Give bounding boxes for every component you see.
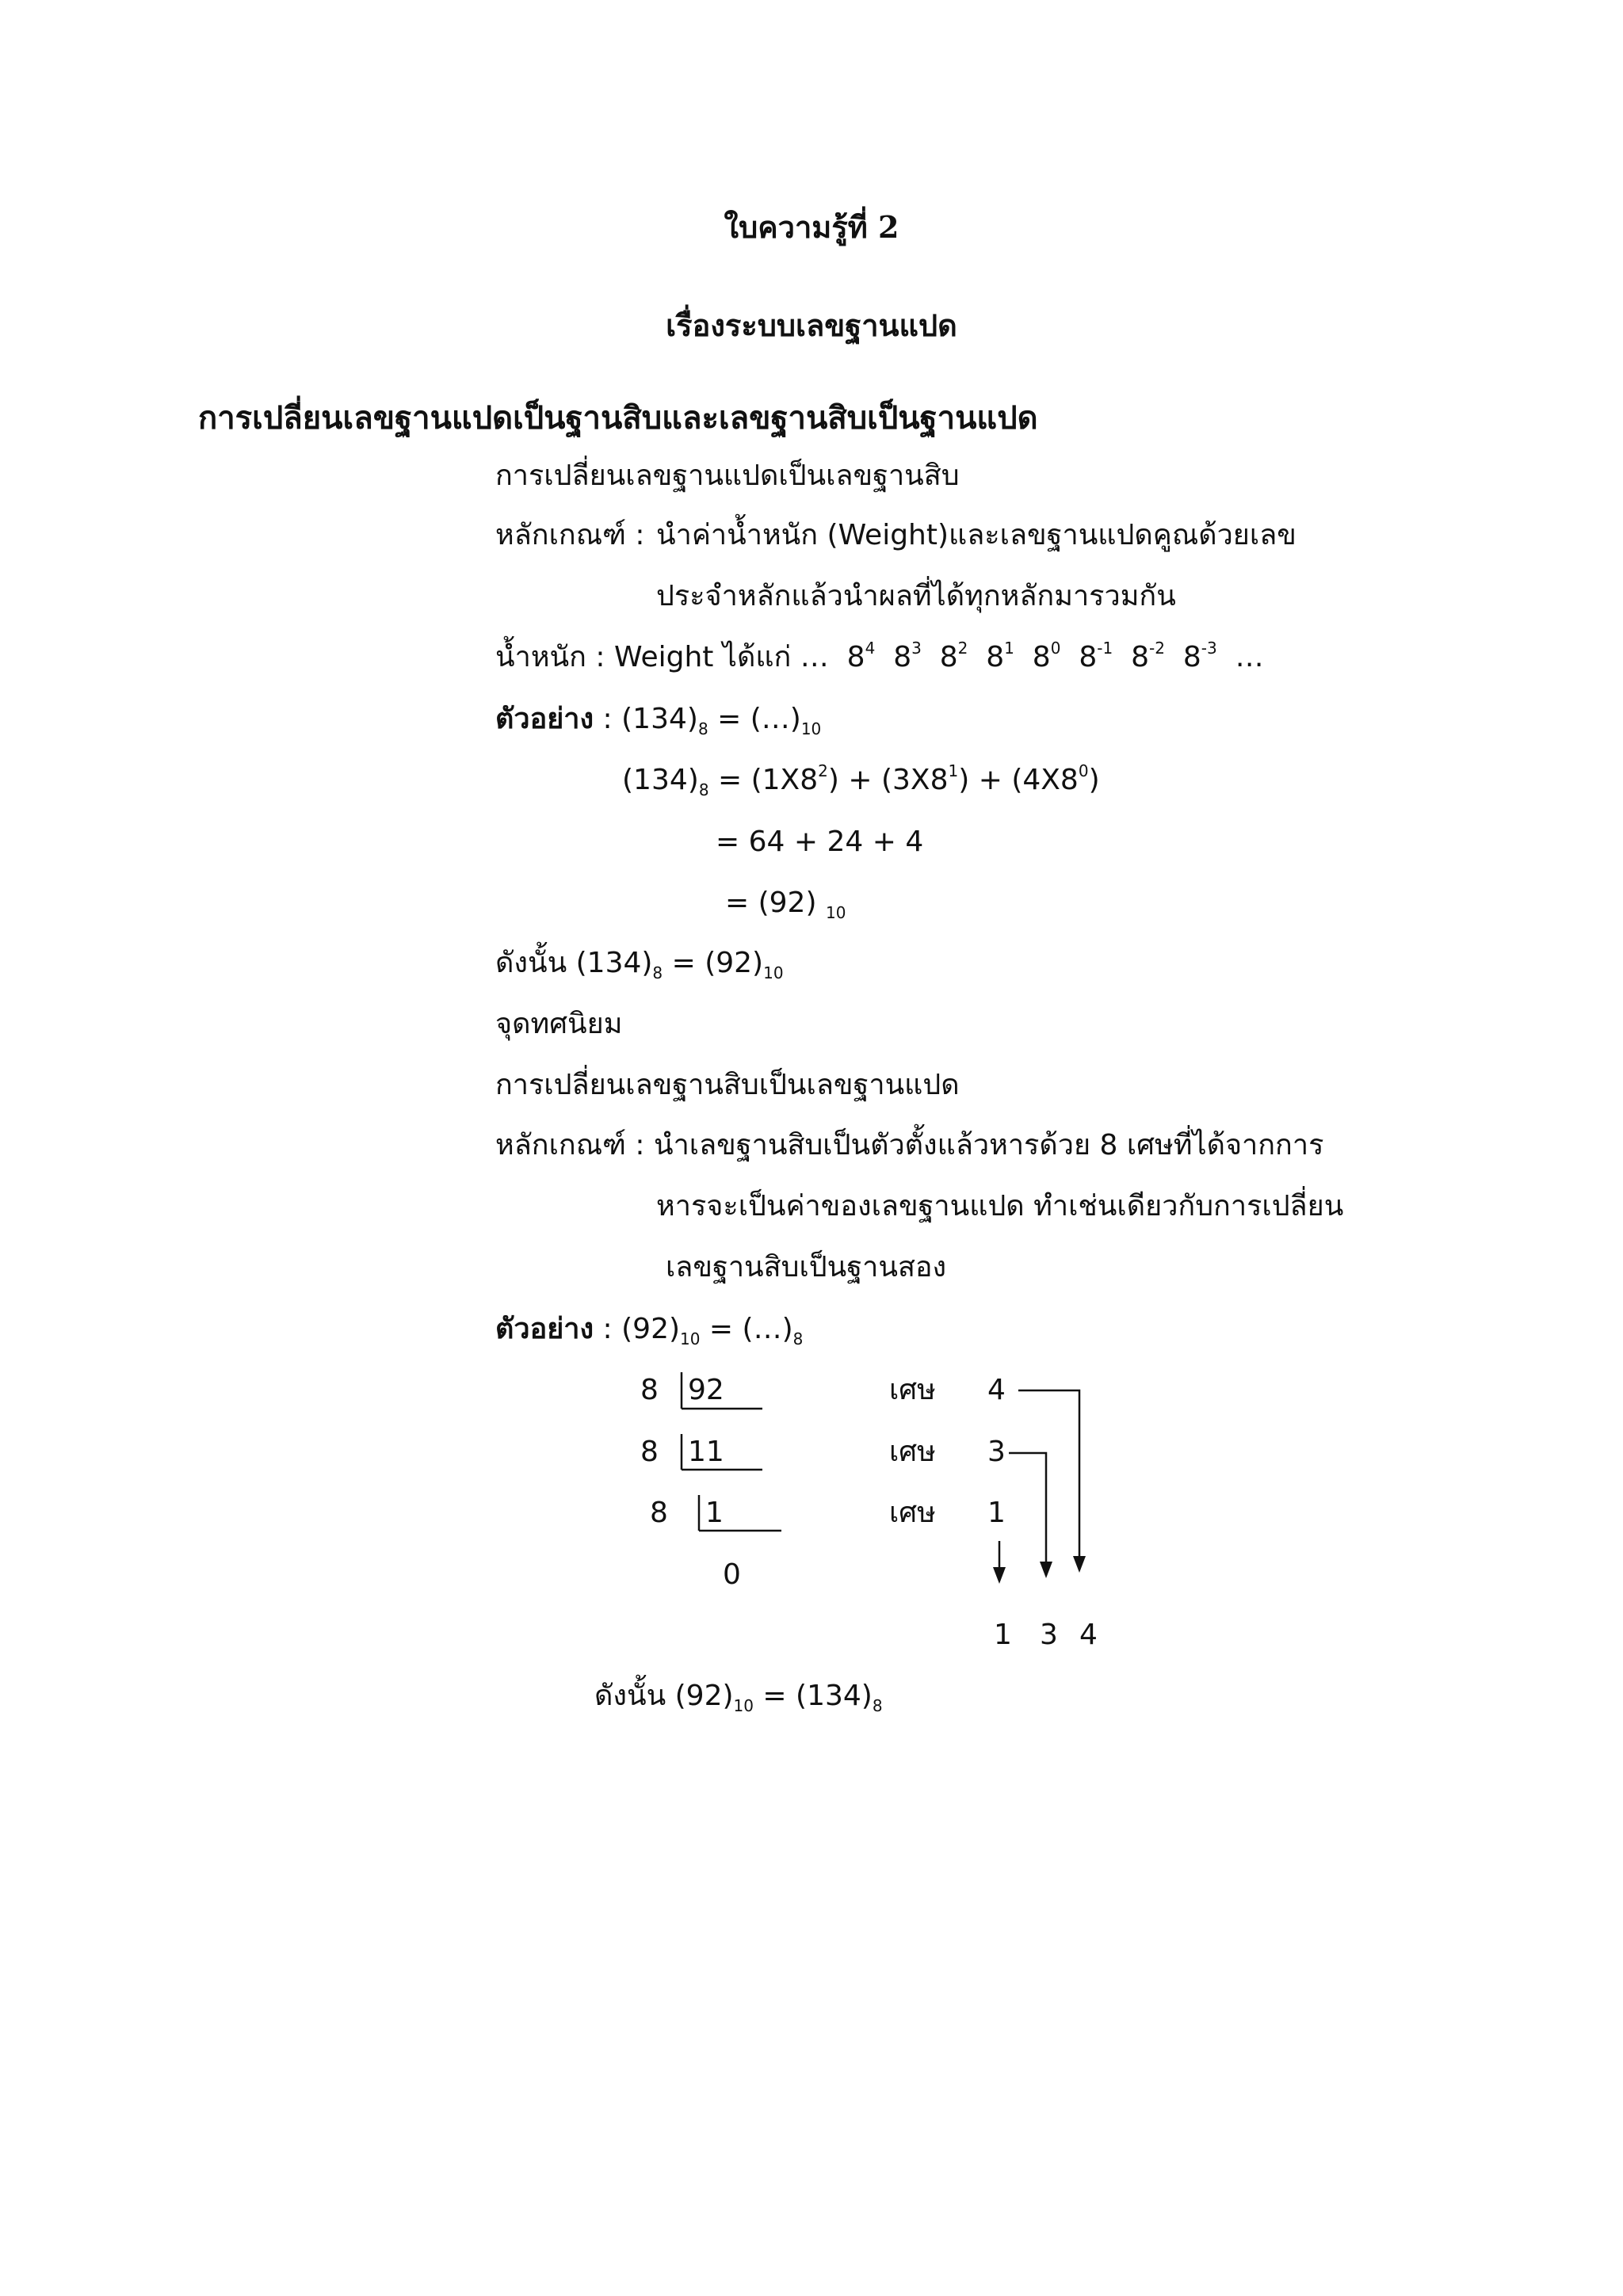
weight-exponent: -3 bbox=[1201, 639, 1217, 658]
base-subscript: 10 bbox=[800, 719, 822, 738]
dividend: 1 bbox=[705, 1497, 724, 1529]
decimal-point-label: จุดทศนิยม bbox=[495, 1008, 623, 1040]
topic-dec-to-oct: การเปลี่ยนเลขฐานสิบเป็นเลขฐานแปด bbox=[495, 1069, 960, 1101]
weight-exponent: -1 bbox=[1097, 639, 1113, 658]
exponent: 1 bbox=[948, 761, 959, 780]
rule-line-1: นำค่าน้ำหนัก (Weight)และเลขฐานแปดคูณด้วยเลข bbox=[656, 519, 1296, 551]
step-text: = (1X8 bbox=[708, 764, 819, 796]
remainder: 3 bbox=[987, 1436, 1006, 1468]
example-label: ตัวอย่าง bbox=[495, 703, 594, 735]
conclusion-text: ดังนั้น (92) bbox=[594, 1680, 734, 1712]
step-text: ) bbox=[1088, 764, 1100, 796]
arrow-head bbox=[1073, 1556, 1086, 1573]
topic-oct-to-dec: การเปลี่ยนเลขฐานแปดเป็นเลขฐานสิบ bbox=[495, 460, 960, 492]
divisor: 8 bbox=[640, 1374, 659, 1406]
weight-term: 8 bbox=[986, 641, 1005, 673]
result-digit: 3 bbox=[1040, 1619, 1058, 1651]
dividend: 92 bbox=[688, 1374, 724, 1406]
base-subscript: 8 bbox=[652, 963, 663, 982]
conclusion-text: = (134) bbox=[753, 1680, 873, 1712]
weight-term: 8 bbox=[893, 641, 912, 673]
dividend: 11 bbox=[688, 1436, 724, 1468]
base-subscript: 8 bbox=[792, 1329, 804, 1348]
weight-exponent: 0 bbox=[1050, 639, 1061, 658]
exponent: 2 bbox=[818, 761, 828, 780]
base-subscript: 10 bbox=[763, 963, 784, 982]
example-number: : (134) bbox=[594, 703, 698, 735]
arrow-remainder-3 bbox=[1009, 1453, 1046, 1565]
weight-term: 8 bbox=[846, 641, 865, 673]
page-subtitle: เรื่องระบบเลขฐานแปด bbox=[666, 307, 957, 343]
rule-line-1: หลักเกณฑ์ : นำเลขฐานสิบเป็นตัวตั้งแล้วหารด้วย 8 เศษที่ได้จากการ bbox=[495, 1129, 1324, 1161]
section-heading: การเปลี่ยนเลขฐานแปดเป็นฐานสิบและเลขฐานสิบเป็นฐานแปด bbox=[198, 399, 1038, 437]
base-subscript: 8 bbox=[697, 719, 708, 738]
weight-term: 8 bbox=[939, 641, 958, 673]
conclusion-text: = (92) bbox=[663, 947, 764, 979]
divisor: 8 bbox=[640, 1436, 659, 1468]
conclusion-text: ดังนั้น (134) bbox=[495, 947, 653, 979]
arrow-remainder-4 bbox=[1018, 1390, 1079, 1559]
base-subscript: 10 bbox=[825, 903, 846, 922]
remainder-label: เศษ bbox=[889, 1497, 936, 1529]
result-digit: 4 bbox=[1079, 1619, 1098, 1651]
example-target: = (…) bbox=[700, 1313, 793, 1345]
weight-exponent: 1 bbox=[1004, 639, 1014, 658]
step-text: = (92) bbox=[725, 887, 817, 919]
weight-tail: … bbox=[1235, 641, 1264, 673]
result-digit: 1 bbox=[994, 1619, 1012, 1651]
base-subscript: 10 bbox=[680, 1329, 701, 1348]
rule-line-2: หารจะเป็นค่าของเลขฐานแปด ทำเช่นเดียวกับการเปลี่ยน bbox=[656, 1190, 1344, 1222]
exponent: 0 bbox=[1078, 761, 1089, 780]
rule-line-3: เลขฐานสิบเป็นฐานสอง bbox=[666, 1251, 947, 1283]
weight-exponent: 2 bbox=[957, 639, 968, 658]
example-label: ตัวอย่าง bbox=[495, 1313, 594, 1345]
weight-term: 8 bbox=[1131, 641, 1149, 673]
rule-line-2: ประจำหลักแล้วนำผลที่ได้ทุกหลักมารวมกัน bbox=[656, 580, 1176, 612]
step-sum: = 64 + 24 + 4 bbox=[716, 826, 924, 858]
remainder: 4 bbox=[987, 1374, 1006, 1406]
step-text: ) + (4X8 bbox=[958, 764, 1079, 796]
divisor: 8 bbox=[650, 1497, 668, 1529]
weight-term: 8 bbox=[1182, 641, 1201, 673]
remainder-label: เศษ bbox=[889, 1436, 936, 1468]
rule-label: หลักเกณฑ์ : bbox=[495, 519, 645, 551]
final-quotient: 0 bbox=[723, 1558, 741, 1591]
weight-term: 8 bbox=[1079, 641, 1098, 673]
step-text: (134) bbox=[622, 764, 699, 796]
remainder: 1 bbox=[987, 1497, 1006, 1529]
weight-exponent: 3 bbox=[911, 639, 922, 658]
step-text: ) + (3X8 bbox=[827, 764, 949, 796]
weight-term: 8 bbox=[1032, 641, 1051, 673]
conclusion-dec-to-oct bbox=[594, 1680, 883, 1715]
arrow-head bbox=[1040, 1562, 1052, 1578]
remainder-label: เศษ bbox=[889, 1374, 936, 1406]
page-title: ใบความรู้ที่ 2 bbox=[724, 209, 899, 245]
base-subscript: 10 bbox=[733, 1696, 754, 1715]
example-number: : (92) bbox=[594, 1313, 681, 1345]
weight-label: น้ำหนัก : Weight ได้แก่ … bbox=[495, 641, 829, 673]
base-subscript: 8 bbox=[872, 1696, 883, 1715]
base-subscript: 8 bbox=[698, 780, 709, 799]
arrow-head bbox=[993, 1567, 1006, 1584]
example-target: = (…) bbox=[708, 703, 801, 735]
weight-exponent: 4 bbox=[865, 639, 876, 658]
weight-exponent: -2 bbox=[1148, 639, 1165, 658]
